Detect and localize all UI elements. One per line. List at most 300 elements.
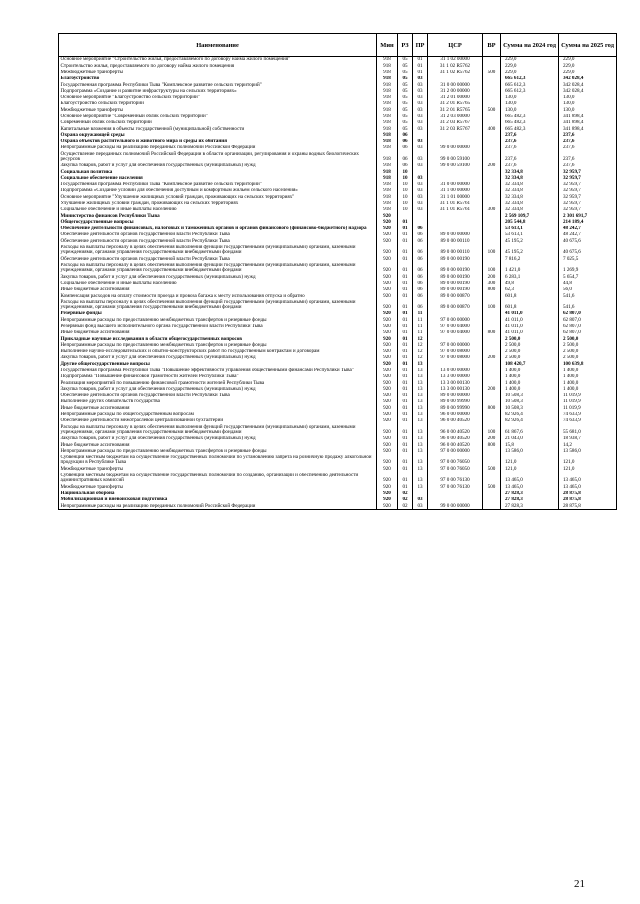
- name-cell: Межбюджетные трансферты: [59, 484, 377, 490]
- target-article-cell: 31 2 01 R5765: [428, 107, 483, 113]
- subsection-cell: 11: [413, 317, 428, 323]
- sum-2024-cell: 62,3: [501, 287, 559, 293]
- name-cell: Межбюджетные трансферты: [59, 70, 377, 76]
- target-article-cell: 89 0 00 00110: [428, 245, 483, 257]
- name-cell: Расходы на выплаты персоналу в целях обеспечения выполнения функций государственными (муниципальными) органами, казенными учреждениями, органами управления государственными внебюджетными фондами: [59, 299, 377, 311]
- sum-2024-cell: 61 867,6: [501, 424, 559, 436]
- name-cell: Подпрограмма "Повышение финансовой грамотности жителей Республики Тыва": [59, 374, 377, 380]
- name-cell: Резервный фонд высшего исполнительного органа государственной власти Республики Тыва: [59, 324, 377, 330]
- section-cell: 01: [398, 349, 413, 355]
- ministry-cell: 920: [377, 324, 398, 330]
- ministry-cell: 920: [377, 238, 398, 244]
- sum-2025-cell: 237,6: [559, 139, 617, 145]
- ministry-cell: 918: [377, 207, 398, 213]
- sum-2024-cell: 1 400,0: [501, 374, 559, 380]
- ministry-cell: 920: [377, 405, 398, 411]
- expense-type-cell: 800: [483, 287, 501, 293]
- ministry-cell: 920: [377, 349, 398, 355]
- sum-2025-cell: 56,0: [559, 287, 617, 293]
- sum-2025-cell: 237,6: [559, 132, 617, 138]
- sum-2024-cell: 10 508,3: [501, 399, 559, 405]
- sum-2024-cell: 13 465,0: [501, 484, 559, 490]
- section-cell: 06: [398, 145, 413, 151]
- name-cell: Строительство жилья, предоставляемого по договору найма жилого помещения: [59, 63, 377, 69]
- subsection-cell: 03: [413, 151, 428, 163]
- target-article-cell: 31 2 01 R5765: [428, 101, 483, 107]
- sum-2024-cell: 108 420,7: [501, 361, 559, 367]
- expense-type-cell: 800: [483, 442, 501, 448]
- subsection-cell: 13: [413, 442, 428, 448]
- ministry-cell: 918: [377, 82, 398, 88]
- section-cell: 10: [398, 169, 413, 175]
- target-article-cell: 89 0 00 00000: [428, 393, 483, 399]
- table-row: [59, 455, 617, 467]
- target-article-cell: 31 2 01 00000: [428, 95, 483, 101]
- sum-2024-cell: 130,0: [501, 95, 559, 101]
- name-cell: Общегосударственные вопросы: [59, 219, 377, 225]
- sum-2024-cell: 10 508,3: [501, 393, 559, 399]
- sum-2025-cell: 341 898,4: [559, 126, 617, 132]
- sum-2025-cell: 13 465,0: [559, 484, 617, 490]
- section-cell: 01: [398, 299, 413, 311]
- name-cell: Социальное обеспечение и иные выплаты населению: [59, 207, 377, 213]
- section-cell: 05: [398, 82, 413, 88]
- name-cell: Национальная оборона: [59, 491, 377, 497]
- sum-2025-cell: 7 025,5: [559, 256, 617, 262]
- target-article-cell: 31 1 02 R5762: [428, 63, 483, 69]
- sum-2025-cell: 121,0: [559, 466, 617, 472]
- sum-2024-cell: 7 816,2: [501, 256, 559, 262]
- target-article-cell: 13 3 00 00130: [428, 380, 483, 386]
- sum-2025-cell: 13 586,0: [559, 448, 617, 454]
- sum-2025-cell: 541,6: [559, 299, 617, 311]
- sum-2025-cell: 74 633,9: [559, 412, 617, 418]
- target-article-cell: 97 0 00 00000: [428, 448, 483, 454]
- name-cell: Реализация мероприятий по повышению финансовой грамотности жителей Республики Тыва: [59, 380, 377, 386]
- name-cell: Резервные фонды: [59, 311, 377, 317]
- subsection-cell: 13: [413, 399, 428, 405]
- sum-2024-cell: 229,0: [501, 70, 559, 76]
- target-article-cell: 13 3 00 00000: [428, 374, 483, 380]
- target-article-cell: 97 0 00 08000: [428, 349, 483, 355]
- sum-2024-cell: 237,6: [501, 145, 559, 151]
- name-cell: Улучшение жилищных условий граждан, проживающих на сельских территориях: [59, 201, 377, 207]
- ministry-cell: 920: [377, 330, 398, 336]
- sum-2025-cell: 130,0: [559, 101, 617, 107]
- sum-2025-cell: 1 400,0: [559, 368, 617, 374]
- target-article-cell: 89 0 00 00190: [428, 281, 483, 287]
- section-cell: 01: [398, 405, 413, 411]
- ministry-cell: 920: [377, 386, 398, 392]
- sum-2025-cell: 44,8: [559, 281, 617, 287]
- sum-2024-cell: 130,0: [501, 107, 559, 113]
- sum-2024-cell: 1 400,0: [501, 368, 559, 374]
- section-cell: 05: [398, 107, 413, 113]
- expense-type-cell: 100: [483, 424, 501, 436]
- subsection-cell: 03: [413, 182, 428, 188]
- ministry-cell: 920: [377, 424, 398, 436]
- table-row: [59, 424, 617, 436]
- ministry-cell: 920: [377, 484, 398, 490]
- section-cell: 01: [398, 466, 413, 472]
- subsection-cell: 01: [413, 63, 428, 69]
- sum-2025-cell: 32 959,7: [559, 194, 617, 200]
- sum-2024-cell: 237,6: [501, 163, 559, 169]
- header-target-article: ЦСР: [428, 34, 483, 57]
- sum-2025-cell: 62 807,0: [559, 324, 617, 330]
- sum-2024-cell: 665 482,3: [501, 126, 559, 132]
- sum-2025-cell: 40 675,6: [559, 238, 617, 244]
- subsection-cell: 06: [413, 226, 428, 232]
- sum-2025-cell: 229,0: [559, 70, 617, 76]
- sum-2024-cell: 10 508,3: [501, 405, 559, 411]
- sum-2025-cell: 40 675,6: [559, 245, 617, 257]
- sum-2024-cell: 601,8: [501, 299, 559, 311]
- name-cell: Современный облик сельских территорий: [59, 120, 377, 126]
- name-cell: Благоустройство: [59, 76, 377, 82]
- section-cell: 01: [398, 418, 413, 424]
- sum-2025-cell: 2 500,0: [559, 342, 617, 348]
- section-cell: 06: [398, 151, 413, 163]
- sum-2024-cell: 237,6: [501, 151, 559, 163]
- section-cell: 10: [398, 194, 413, 200]
- ministry-cell: 918: [377, 132, 398, 138]
- sum-2024-cell: 41 011,0: [501, 311, 559, 317]
- sum-2024-cell: 45 195,2: [501, 238, 559, 244]
- subsection-cell: 13: [413, 412, 428, 418]
- table-row: [59, 263, 617, 275]
- ministry-cell: 920: [377, 503, 398, 510]
- subsection-cell: 13: [413, 424, 428, 436]
- section-cell: 01: [398, 226, 413, 232]
- header-sum-2024: Сумма на 2024 год: [501, 34, 559, 57]
- sum-2025-cell: 121,0: [559, 455, 617, 467]
- sum-2024-cell: 53 613,1: [501, 232, 559, 238]
- ministry-cell: 920: [377, 442, 398, 448]
- expense-type-cell: 500: [483, 107, 501, 113]
- subsection-cell: 03: [413, 120, 428, 126]
- sum-2024-cell: 665 482,3: [501, 114, 559, 120]
- section-cell: 06: [398, 163, 413, 169]
- sum-2024-cell: 32 334,8: [501, 182, 559, 188]
- section-cell: 01: [398, 374, 413, 380]
- section-cell: 01: [398, 330, 413, 336]
- target-article-cell: 96 0 00 40520: [428, 442, 483, 448]
- target-article-cell: 97 0 00 08000: [428, 355, 483, 361]
- sum-2025-cell: 11 019,9: [559, 393, 617, 399]
- sum-2025-cell: 11 019,9: [559, 399, 617, 405]
- name-cell: Иные бюджетные ассигнования: [59, 287, 377, 293]
- section-cell: 05: [398, 88, 413, 94]
- sum-2024-cell: 27 828,3: [501, 497, 559, 503]
- sum-2024-cell: 665 612,3: [501, 88, 559, 94]
- ministry-cell: 920: [377, 473, 398, 485]
- page-number: 21: [574, 878, 585, 890]
- subsection-cell: 13: [413, 455, 428, 467]
- sum-2024-cell: 2 569 109,7: [501, 213, 559, 219]
- target-article-cell: 13 3 00 00130: [428, 386, 483, 392]
- target-article-cell: 89 0 00 99990: [428, 399, 483, 405]
- subsection-cell: 13: [413, 448, 428, 454]
- subsection-cell: 13: [413, 466, 428, 472]
- ministry-cell: 918: [377, 120, 398, 126]
- ministry-cell: 920: [377, 399, 398, 405]
- section-cell: 10: [398, 201, 413, 207]
- target-article-cell: 97 0 00 76130: [428, 473, 483, 485]
- subsection-cell: 06: [413, 281, 428, 287]
- header-subsection: ПР: [413, 34, 428, 57]
- sum-2024-cell: 2 500,0: [501, 355, 559, 361]
- section-cell: 10: [398, 188, 413, 194]
- expense-type-cell: 200: [483, 274, 501, 280]
- ministry-cell: 920: [377, 436, 398, 442]
- sum-2025-cell: 229,0: [559, 57, 617, 64]
- section-cell: 01: [398, 393, 413, 399]
- target-article-cell: 31 1 02 00000: [428, 57, 483, 64]
- sum-2025-cell: 229,0: [559, 63, 617, 69]
- subsection-cell: 03: [413, 497, 428, 503]
- sum-2025-cell: 74 633,9: [559, 418, 617, 424]
- target-article-cell: 31 1 01 00000: [428, 194, 483, 200]
- sum-2025-cell: 18 938,7: [559, 436, 617, 442]
- name-cell: Закупка товаров, работ и услуг для обеспечения государственных (муниципальных) нужд: [59, 355, 377, 361]
- sum-2024-cell: 1 400,0: [501, 380, 559, 386]
- sum-2024-cell: 205 544,8: [501, 219, 559, 225]
- ministry-cell: 920: [377, 293, 398, 299]
- sum-2024-cell: 32 334,8: [501, 188, 559, 194]
- section-cell: 01: [398, 336, 413, 342]
- sum-2025-cell: 2 500,0: [559, 349, 617, 355]
- subsection-cell: 03: [413, 82, 428, 88]
- section-cell: 01: [398, 436, 413, 442]
- sum-2024-cell: 2 500,0: [501, 342, 559, 348]
- name-cell: Основное мероприятие "Улучшение жилищных условий граждан, проживающих на сельских территориях": [59, 194, 377, 200]
- name-cell: Закупка товаров, работ и услуг для обеспечения государственных (муниципальных) нужд: [59, 436, 377, 442]
- name-cell: Компенсация расходов на оплату стоимости проезда и провоза багажа к месту использования отпуска и обратно: [59, 293, 377, 299]
- section-cell: 02: [398, 503, 413, 510]
- section-cell: 06: [398, 139, 413, 145]
- target-article-cell: 96 0 00 40520: [428, 424, 483, 436]
- subsection-cell: 06: [413, 287, 428, 293]
- expense-type-cell: [483, 503, 501, 510]
- name-cell: Основное мероприятие "Благоустройство сельских территорий": [59, 95, 377, 101]
- sum-2025-cell: 2 500,0: [559, 355, 617, 361]
- target-article-cell: 89 0 00 99990: [428, 405, 483, 411]
- sum-2025-cell: 342 028,4: [559, 82, 617, 88]
- sum-2025-cell: 28 875,8: [559, 503, 617, 510]
- ministry-cell: 918: [377, 76, 398, 82]
- subsection-cell: 11: [413, 311, 428, 317]
- name-cell: Обеспечение деятельности межотраслевой централизованной бухгалтерии: [59, 418, 377, 424]
- section-cell: 05: [398, 76, 413, 82]
- target-article-cell: 97 0 00 76050: [428, 466, 483, 472]
- sum-2025-cell: 342 028,4: [559, 88, 617, 94]
- section-cell: 01: [398, 238, 413, 244]
- subsection-cell: 06: [413, 299, 428, 311]
- target-article-cell: 97 0 00 00000: [428, 342, 483, 348]
- name-cell: Социальная политика: [59, 169, 377, 175]
- sum-2024-cell: 1 400,0: [501, 386, 559, 392]
- sum-2024-cell: 15,8: [501, 442, 559, 448]
- sum-2025-cell: 62 807,0: [559, 317, 617, 323]
- ministry-cell: 918: [377, 70, 398, 76]
- subsection-cell: 06: [413, 238, 428, 244]
- subsection-cell: 13: [413, 484, 428, 490]
- sum-2024-cell: 45 195,2: [501, 245, 559, 257]
- ministry-cell: 920: [377, 355, 398, 361]
- subsection-cell: 12: [413, 349, 428, 355]
- sum-2024-cell: 2 500,0: [501, 336, 559, 342]
- ministry-cell: 920: [377, 232, 398, 238]
- section-cell: 01: [398, 324, 413, 330]
- target-article-cell: 13 0 00 00000: [428, 368, 483, 374]
- sum-2025-cell: 28 875,8: [559, 497, 617, 503]
- sum-2024-cell: 27 828,3: [501, 491, 559, 497]
- target-article-cell: 99 0 00 59100: [428, 163, 483, 169]
- target-article-cell: 31 1 01 R5761: [428, 207, 483, 213]
- section-cell: 01: [398, 355, 413, 361]
- sum-2024-cell: 27 828,3: [501, 503, 559, 510]
- section-cell: 01: [398, 484, 413, 490]
- name-cell: Благоустройство сельских территорий: [59, 101, 377, 107]
- sum-2025-cell: 28 875,8: [559, 491, 617, 497]
- sum-2025-cell: 1 400,0: [559, 374, 617, 380]
- sum-2025-cell: 341 898,4: [559, 120, 617, 126]
- subsection-cell: 12: [413, 355, 428, 361]
- subsection-cell: 03: [413, 107, 428, 113]
- subsection-cell: 13: [413, 436, 428, 442]
- ministry-cell: 920: [377, 281, 398, 287]
- sum-2025-cell: 100 639,8: [559, 361, 617, 367]
- ministry-cell: 920: [377, 245, 398, 257]
- section-cell: 01: [398, 232, 413, 238]
- ministry-cell: 918: [377, 126, 398, 132]
- header-sum-2025: Сумма на 2025 год: [559, 34, 617, 57]
- section-cell: 01: [398, 380, 413, 386]
- sum-2024-cell: 41 011,0: [501, 317, 559, 323]
- target-article-cell: 31 2 00 00000: [428, 88, 483, 94]
- section-cell: 01: [398, 442, 413, 448]
- target-article-cell: 89 0 00 00190: [428, 256, 483, 262]
- name-cell: Непрограммные расходы по предоставлению межбюджетных трансфертов и резервные фонды: [59, 317, 377, 323]
- target-article-cell: 31 2 03 R5767: [428, 126, 483, 132]
- sum-2025-cell: 11 019,9: [559, 405, 617, 411]
- sum-2024-cell: 229,0: [501, 57, 559, 64]
- subsection-cell: 13: [413, 405, 428, 411]
- name-cell: Обеспечение деятельности органов государственной власти Республики Тыва: [59, 232, 377, 238]
- ministry-cell: 920: [377, 311, 398, 317]
- ministry-cell: 920: [377, 219, 398, 225]
- target-article-cell: 99 0 00 00000: [428, 145, 483, 151]
- table-row: [59, 57, 617, 64]
- target-article-cell: 89 0 00 00190: [428, 263, 483, 275]
- section-cell: 01: [398, 287, 413, 293]
- section-cell: 01: [398, 473, 413, 485]
- target-article-cell: 97 0 00 04000: [428, 330, 483, 336]
- subsection-cell: 03: [413, 194, 428, 200]
- sum-2025-cell: 5 654,7: [559, 274, 617, 280]
- target-article-cell: 31 2 03 R5767: [428, 120, 483, 126]
- expense-type-cell: 500: [483, 484, 501, 490]
- ministry-cell: 920: [377, 448, 398, 454]
- name-cell: Подпрограмма «Создание условий для обеспечения доступным и комфортным жильем сельского населения»: [59, 188, 377, 194]
- sum-2025-cell: 1 269,9: [559, 263, 617, 275]
- target-article-cell: 97 0 00 04000: [428, 324, 483, 330]
- ministry-cell: 920: [377, 418, 398, 424]
- header-ministry: Мин: [377, 34, 398, 57]
- section-cell: 01: [398, 245, 413, 257]
- subsection-cell: 06: [413, 256, 428, 262]
- ministry-cell: 920: [377, 299, 398, 311]
- target-article-cell: 97 0 00 00000: [428, 317, 483, 323]
- name-cell: Министерство финансов Республики Тыва: [59, 213, 377, 219]
- target-article-cell: 96 0 00 40520: [428, 436, 483, 442]
- subsection-cell: 03: [413, 207, 428, 213]
- sum-2024-cell: 32 334,8: [501, 175, 559, 181]
- subsection-cell: 13: [413, 361, 428, 367]
- name-cell: Расходы на выплаты персоналу в целях обеспечения выполнения функций государственными (муниципальными) органами, казенными учреждениями, органами управления государственными внебюджетными фондами: [59, 245, 377, 257]
- section-cell: 05: [398, 114, 413, 120]
- name-cell: Подпрограмма «Создание и развитие инфраструктуры на сельских территориях»: [59, 88, 377, 94]
- section-cell: 02: [398, 497, 413, 503]
- section-cell: 10: [398, 182, 413, 188]
- expense-type-cell: [483, 151, 501, 163]
- subsection-cell: 03: [413, 503, 428, 510]
- ministry-cell: 920: [377, 497, 398, 503]
- sum-2024-cell: 41 011,0: [501, 324, 559, 330]
- name-cell: Межбюджетные трансферты: [59, 466, 377, 472]
- expense-type-cell: 800: [483, 405, 501, 411]
- target-article-cell: 31 0 00 00000: [428, 82, 483, 88]
- subsection-cell: 03: [413, 201, 428, 207]
- name-cell: Межбюджетные трансферты: [59, 107, 377, 113]
- name-cell: Выполнение научно-исследовательских и опытно-конструкторских работ по государственным контрактам и договорам: [59, 349, 377, 355]
- name-cell: Другие общегосударственные вопросы: [59, 361, 377, 367]
- target-article-cell: 89 0 00 00000: [428, 232, 483, 238]
- sum-2024-cell: 229,0: [501, 63, 559, 69]
- sum-2024-cell: 13 586,0: [501, 448, 559, 454]
- section-cell: 01: [398, 448, 413, 454]
- sum-2024-cell: 665 482,3: [501, 120, 559, 126]
- subsection-cell: 03: [413, 175, 428, 181]
- sum-2025-cell: 1 400,0: [559, 386, 617, 392]
- subsection-cell: 13: [413, 374, 428, 380]
- expense-type-cell: 100: [483, 263, 501, 275]
- sum-2025-cell: 130,0: [559, 95, 617, 101]
- sum-2024-cell: 130,0: [501, 101, 559, 107]
- section-cell: 01: [398, 455, 413, 467]
- subsection-cell: 01: [413, 70, 428, 76]
- subsection-cell: 03: [413, 88, 428, 94]
- ministry-cell: 918: [377, 175, 398, 181]
- expense-type-cell: 100: [483, 299, 501, 311]
- sum-2025-cell: 237,6: [559, 163, 617, 169]
- name-cell: Субвенции местным бюджетам на осуществление государственных полномочий по созданию, организации и обеспечению деятельности административных комиссий: [59, 473, 377, 485]
- name-cell: Иные бюджетные ассигнования: [59, 442, 377, 448]
- name-cell: Непрограммные расходы на реализацию переданных полномочий Российской Федерации: [59, 503, 377, 510]
- subsection-cell: 12: [413, 342, 428, 348]
- subsection-cell: 13: [413, 368, 428, 374]
- sum-2025-cell: 1 400,0: [559, 380, 617, 386]
- ministry-cell: 920: [377, 393, 398, 399]
- sum-2025-cell: 48 242,7: [559, 232, 617, 238]
- ministry-cell: 918: [377, 169, 398, 175]
- name-cell: Охрана объектов растительного и животного мира и среды их обитания: [59, 139, 377, 145]
- subsection-cell: 03: [413, 139, 428, 145]
- expense-type-cell: 300: [483, 207, 501, 213]
- sum-2024-cell: 53 613,1: [501, 226, 559, 232]
- target-article-cell: 89 0 00 00110: [428, 238, 483, 244]
